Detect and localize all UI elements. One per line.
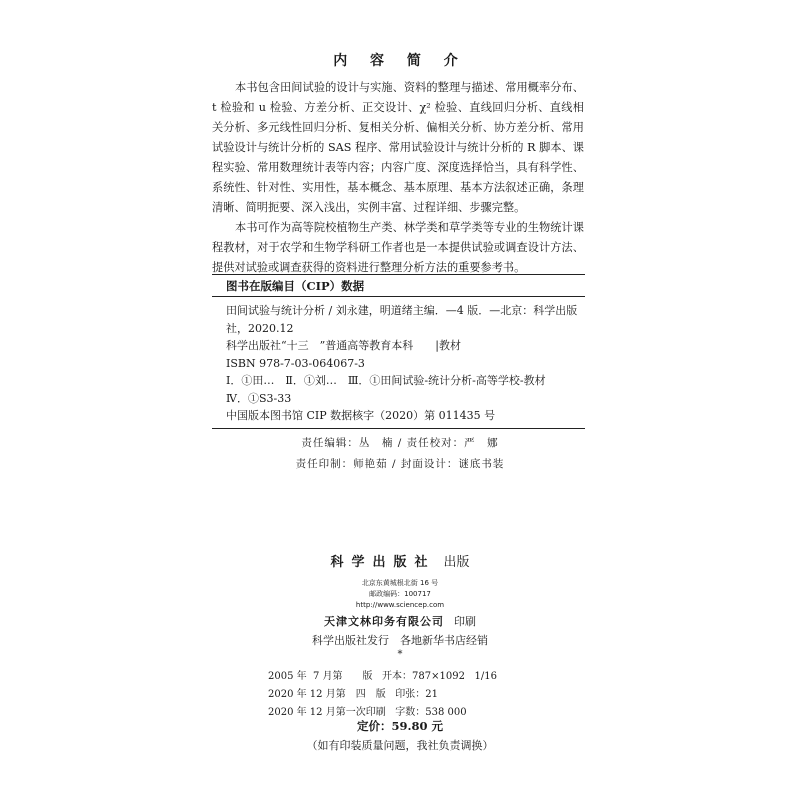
cip-isbn: ISBN 978-7-03-064067-3 [226,356,365,370]
edition-row-3: 2020 年 12 月第一次印刷 字数：538 000 [268,707,467,718]
publisher-postcode: 邮政编码：100717 [369,590,431,598]
printer-name: 天津文林印务有限公司 [324,615,444,628]
cip-title-line: 田间试验与统计分析 / 刘永建，明道绪主编．—4 版．—北京：科学出版社，2020.12 [226,304,578,335]
publisher-line [0,551,800,570]
editor-credits: 责任编辑：丛 楠 / 责任校对：严 娜 [301,437,499,449]
publisher-website: http://www.sciencep.com [355,601,445,609]
edition-row-2: 2020 年 12 月第 四 版 印张：21 [268,689,438,700]
cip-record-number: 中国版本图书馆 CIP 数据核字（2020）第 011435 号 [226,409,496,422]
price: 定价：59.80 元 [356,719,443,733]
edition-info [268,668,497,722]
cip-classification: Ⅰ．①田… Ⅱ．①刘… Ⅲ．①田间试验-统计分析-高等学校-教材 [226,374,546,387]
cip-class-number: Ⅳ．①S3-33 [226,391,292,405]
edition-row-1: 2005 年 7 月第 版 开本：787×1092 1/16 [268,671,497,682]
cip-heading: 图书在版编目（CIP）数据 [226,279,365,293]
printer-action: 印刷 [454,615,476,628]
publisher-address: 北京东黄城根北街 16 号 [361,579,439,587]
publisher-contact [0,578,800,611]
summary-paragraph-2: 本书可作为高等院校植物生产类、林学类和草学类等专业的生物统计课程教材，对于农学和生物学科研工作者也是一本提供试验或调查设计方法、提供对试验或调查获得的资料进行整理分析方法的重要参考书。 [212,221,584,274]
summary-paragraph-1: 本书包含田间试验的设计与实施、资料的整理与描述、常用概率分布、t 检验和 u 检验、方差分析、正交设计、χ² 检验、直线回归分析、直线相关分析、多元线性回归分析、复相关分析、偏相关分析、协方差分析、常用试验设计与统计分析的 SAS 程序、常用试验设计与统计分析的 R 脚本、课程实验、常用数理统计表等内容；内容广度、深度选择恰当，具有科学性、系统性、针对性、实用性，基本概念、基本原理、基本方法叙述正确，条理清晰、简明扼要、深入浅出，实例丰富、过程详细、步骤完整。 [212,81,584,214]
cip-heading-rule [212,296,585,297]
publisher-name: 科学出版社 [330,555,436,570]
cip-bottom-rule [212,428,585,429]
separator-star: * [397,649,403,660]
quality-notice: （如有印装质量问题，我社负责调换） [306,739,494,752]
publisher-action: 出版 [443,555,470,570]
production-credits: 责任印制：师艳茹 / 封面设计：谜底书装 [295,458,505,470]
cip-series-line: 科学出版社“十三 ”普通高等教育本科 |教材 [226,339,461,352]
cip-data [226,302,584,425]
printer-line [0,613,800,629]
distribution-line: 科学出版社发行 各地新华书店经销 [312,634,488,647]
content-summary [212,78,584,278]
page-title: 内 容 简 介 [333,53,467,69]
cip-top-rule [212,274,585,275]
